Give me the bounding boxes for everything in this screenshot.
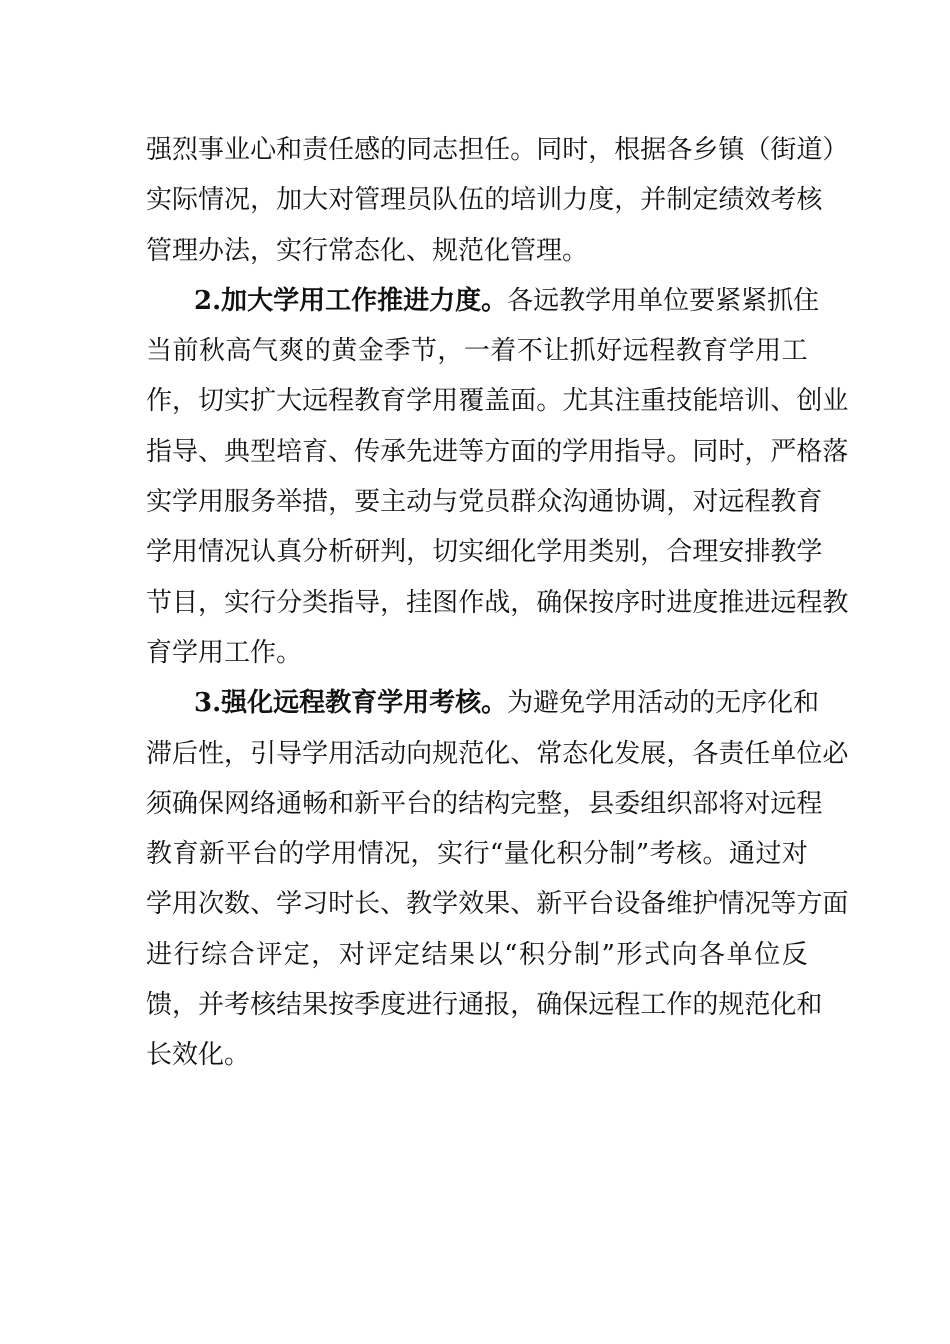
paragraph-text: 各远教学用单位要紧紧抓住 (507, 285, 820, 316)
paragraph-line: 实 学 用 服 务 举 措 ， 要 主 动 与 党 员 群 众 沟 通 协 调 ， 对 远 程 教 育 (146, 487, 823, 518)
paragraph-line: 当 前 秋 高 气 爽 的 黄 金 季 节 ， 一 着 不 让 抓 好 远 程 教 育 学 用 工 (146, 336, 808, 367)
paragraph-text: 为避免学用活动的无序化和 (507, 688, 820, 719)
paragraph-line: 强 烈 事 业 心 和 责 任 感 的 同 志 担 任 。 同 时 ， 根 据 各 乡 镇 （ 街 道 ） (146, 135, 849, 165)
paragraph-line: 节 目 ， 实 行 分 类 指 导 ， 挂 图 作 战 ， 确 保 按 序 时 进 度 推 进 远 程 教 (146, 587, 849, 618)
paragraph-line: 实 际 情 况 ， 加 大 对 管 理 员 队 伍 的 培 训 力 度 ， 并 制 定 绩 效 考 核 (146, 185, 823, 216)
paragraph-line: 学 用 情 况 认 真 分 析 研 判 ， 切 实 细 化 学 用 类 别 ， 合 理 安 排 教 学 (146, 537, 823, 568)
paragraph-line (146, 276, 820, 326)
paragraph-line: 进 行 综 合 评 定 ， 对 评 定 结 果 以 “ 积 分 制 ” 形 式 向 各 单 位 反 (146, 939, 808, 970)
paragraph-line: 管理办法，实行常态化、规范化管理。 (146, 235, 589, 266)
document-body (146, 125, 849, 1081)
section-heading: 3.强化远程教育学用考核。 (194, 688, 508, 719)
paragraph-line: 学 用 次 数 、 学 习 时 长 、 教 学 效 果 、 新 平 台 设 备 维 护 情 况 等 方 面 (146, 889, 849, 920)
section-heading: 2.加大学用工作推进力度。 (194, 285, 508, 316)
paragraph-line: 须 确 保 网 络 通 畅 和 新 平 台 的 结 构 完 整 ， 县 委 组 织 部 将 对 远 程 (146, 788, 823, 819)
paragraph-line: 育学用工作。 (146, 637, 303, 668)
paragraph-line: 滞 后 性 ， 引 导 学 用 活 动 向 规 范 化 、 常 态 化 发 展 ， 各 责 任 单 位 必 (146, 738, 849, 769)
paragraph-line: 教 育 新 平 台 的 学 用 情 况 ， 实 行 “ 量 化 积 分 制 ” 考 核 。 通 过 对 (146, 839, 808, 870)
paragraph-line: 馈 ， 并 考 核 结 果 按 季 度 进 行 通 报 ， 确 保 远 程 工 作 的 规 范 化 和 (146, 990, 823, 1021)
paragraph-line: 指 导 、 典 型 培 育 、 传 承 先 进 等 方 面 的 学 用 指 导 。 同 时 ， 严 格 落 (146, 436, 849, 467)
paragraph-line: 长效化。 (146, 1040, 251, 1071)
paragraph-line: 作 ， 切 实 扩 大 远 程 教 育 学 用 覆 盖 面 。 尤 其 注 重 技 能 培 训 、 创 业 (146, 386, 849, 417)
paragraph-line (146, 678, 820, 728)
